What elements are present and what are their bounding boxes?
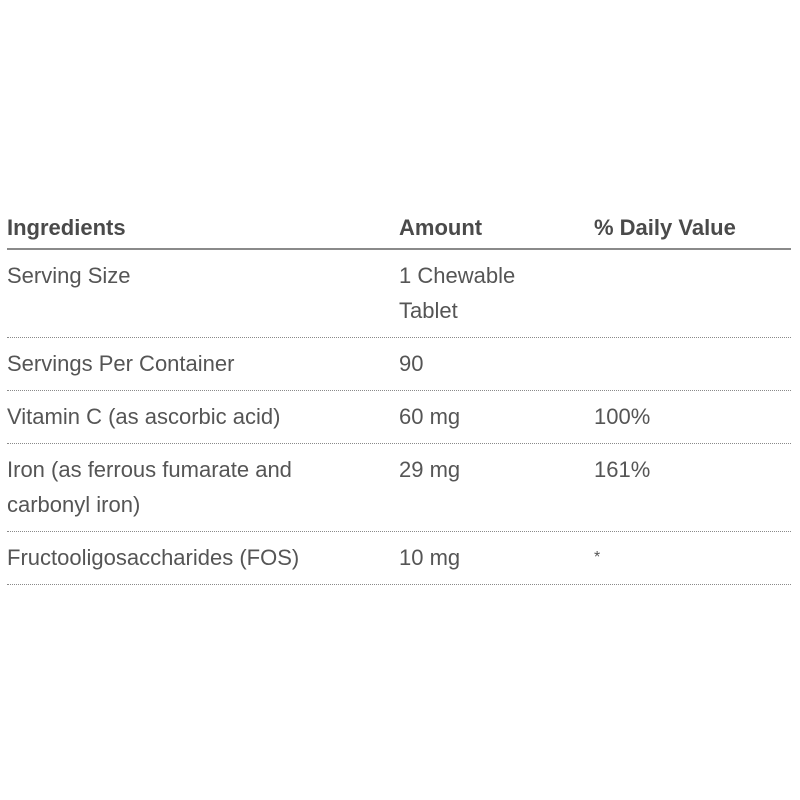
table-header-row xyxy=(7,210,791,250)
supplement-facts-table xyxy=(7,210,791,585)
daily-value-cell: * xyxy=(594,549,601,566)
table-row xyxy=(7,532,791,585)
table-row xyxy=(7,338,791,391)
amount-cell: 10 mg xyxy=(399,545,461,570)
header-daily-value: % Daily Value xyxy=(594,215,736,240)
daily-value-cell xyxy=(594,346,791,381)
header-amount: Amount xyxy=(399,215,483,240)
ingredient-cell: Vitamin C (as ascorbic acid) xyxy=(7,404,281,429)
daily-value-cell xyxy=(594,258,791,328)
amount-cell: 90 xyxy=(399,351,424,376)
table-row xyxy=(7,250,791,338)
table-row xyxy=(7,444,791,532)
header-ingredients: Ingredients xyxy=(7,215,126,240)
ingredient-cell: Fructooligosaccharides (FOS) xyxy=(7,545,300,570)
ingredient-cell: Serving Size xyxy=(7,263,131,288)
ingredient-cell: Servings Per Container xyxy=(7,351,235,376)
daily-value-cell: 161% xyxy=(594,457,651,482)
amount-cell: 29 mg xyxy=(399,457,461,482)
ingredient-cell: Iron (as ferrous fumarate and carbonyl iron) xyxy=(7,457,292,517)
amount-cell: 60 mg xyxy=(399,404,461,429)
amount-cell: 1 Chewable Tablet xyxy=(399,263,516,323)
daily-value-cell: 100% xyxy=(594,404,651,429)
table-row xyxy=(7,391,791,444)
